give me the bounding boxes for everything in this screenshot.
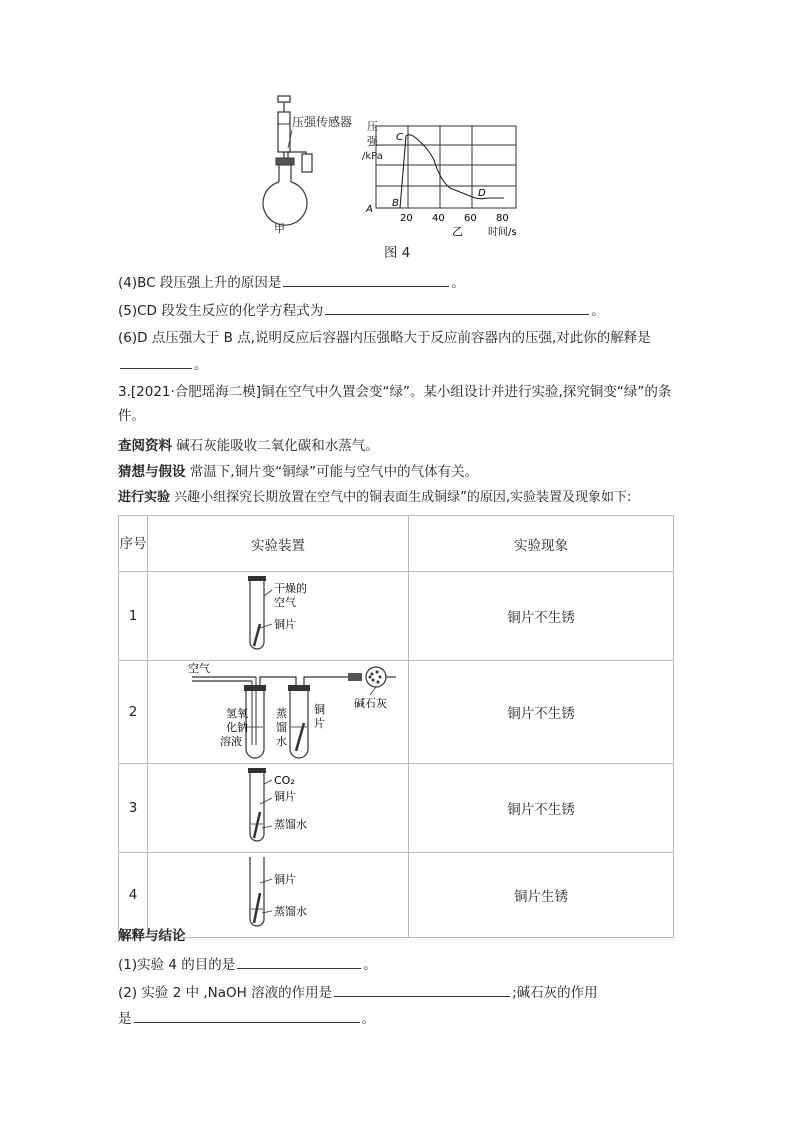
- svg-text:铜片: 铜片: [274, 618, 296, 631]
- svg-text:片: 片: [314, 717, 325, 730]
- svg-text:化钠: 化钠: [226, 721, 248, 734]
- answer-blank-c2b[interactable]: [134, 1008, 360, 1023]
- row-3-apparatus: [148, 764, 409, 853]
- graph-ylabel-2: 强: [367, 135, 378, 148]
- svg-text:铜片: 铜片: [274, 790, 296, 803]
- row-1-no: 1: [119, 572, 148, 661]
- answer-blank-5[interactable]: [325, 300, 589, 315]
- point-d-label: D: [478, 188, 486, 199]
- svg-text:蒸: 蒸: [276, 707, 287, 720]
- point-c-label: C: [396, 132, 403, 143]
- svg-text:干燥的: 干燥的: [274, 582, 307, 595]
- answer-blank-c2a[interactable]: [334, 982, 510, 997]
- xtick-20: 20: [400, 213, 413, 224]
- conclusion-heading: 解释与结论: [118, 928, 186, 944]
- test-tube-dry-air: [148, 572, 408, 656]
- svg-text:铜: 铜: [314, 703, 325, 716]
- figure-caption: 图 4: [384, 245, 411, 261]
- header-no: 序号: [119, 516, 148, 572]
- header-apparatus: 实验装置: [148, 516, 409, 572]
- test-tube-open: [148, 853, 408, 933]
- problem3-intro-2: 件。: [118, 408, 145, 424]
- question-6: (6)D 点压强大于 B 点,说明反应后容器内压强略大于反应前容器内的压强,对此你的解释是: [118, 330, 651, 346]
- experiment-table: [118, 515, 674, 938]
- row-4-phenomenon: 铜片生锈: [409, 853, 674, 938]
- xtick-60: 60: [464, 213, 477, 224]
- svg-text:溶液: 溶液: [220, 735, 242, 748]
- graph-ylabel-3: /kPa: [362, 151, 383, 162]
- row-4-no: 4: [119, 853, 148, 938]
- graph-caption: 乙: [452, 225, 463, 238]
- row-2-apparatus: [148, 661, 409, 764]
- svg-text:铜片: 铜片: [274, 873, 296, 886]
- svg-text:蒸馏水: 蒸馏水: [274, 905, 307, 918]
- problem3-experiment: 进行实验 兴趣小组探究长期放置在空气中的铜表面生成铜绿”的原因,实验装置及现象如下:: [118, 490, 632, 505]
- conclusion-2-cont: 是 。: [118, 1008, 375, 1029]
- sensor-label: 压强传感器: [292, 115, 353, 129]
- svg-text:空气: 空气: [274, 596, 296, 609]
- svg-text:蒸馏水: 蒸馏水: [274, 818, 307, 831]
- table-row: [119, 661, 674, 764]
- svg-text:空气: 空气: [188, 662, 210, 675]
- table-row: [119, 572, 674, 661]
- row-3-no: 3: [119, 764, 148, 853]
- graph-ylabel-1: 压: [367, 120, 378, 133]
- svg-text:氢氧: 氢氧: [226, 707, 248, 720]
- answer-blank-c1[interactable]: [237, 954, 361, 969]
- table-header-row: [119, 516, 674, 572]
- table-row: [119, 764, 674, 853]
- problem3-intro-1: 3.[2021·合肥瑶海二模]铜在空气中久置会变“绿”。某小组设计并进行实验,探究铜变“绿”的条: [118, 384, 672, 400]
- problem3-hypothesis: 猜想与假设 常温下,铜片变“铜绿”可能与空气中的气体有关。: [118, 464, 479, 480]
- graph-xlabel: 时间/s: [488, 227, 517, 238]
- conclusion-2: (2) 实验 2 中 ,NaOH 溶液的作用是 ;碱石灰的作用: [118, 982, 598, 1003]
- table-row: [119, 853, 674, 938]
- svg-text:CO₂: CO₂: [274, 774, 295, 787]
- svg-text:水: 水: [276, 735, 287, 748]
- header-phenomenon: 实验现象: [409, 516, 674, 572]
- test-tube-co2: [148, 764, 408, 848]
- xtick-40: 40: [432, 213, 445, 224]
- apparatus-caption: 甲: [274, 222, 285, 235]
- row-2-no: 2: [119, 661, 148, 764]
- problem3-info: 查阅资料 碱石灰能吸收二氧化碳和水蒸气。: [118, 438, 379, 454]
- row-1-phenomenon: 铜片不生锈: [409, 572, 674, 661]
- xtick-80: 80: [496, 213, 509, 224]
- question-6-answer: 。: [118, 354, 208, 375]
- row-4-apparatus: [148, 853, 409, 938]
- point-a-label: A: [366, 204, 373, 215]
- question-5: (5)CD 段发生反应的化学方程式为 。: [118, 300, 605, 321]
- answer-blank-6[interactable]: [120, 354, 192, 369]
- conclusion-1: (1)实验 4 的目的是 。: [118, 954, 377, 975]
- point-b-label: B: [392, 198, 399, 209]
- pressure-graph: [364, 118, 534, 240]
- row-1-apparatus: [148, 572, 409, 661]
- apparatus-naoh-water-sodalime: [148, 661, 408, 759]
- row-3-phenomenon: 铜片不生锈: [409, 764, 674, 853]
- question-4: (4)BC 段压强上升的原因是 。: [118, 272, 465, 293]
- svg-text:碱石灰: 碱石灰: [354, 697, 387, 710]
- svg-text:馏: 馏: [276, 721, 287, 734]
- row-2-phenomenon: 铜片不生锈: [409, 661, 674, 764]
- answer-blank-4[interactable]: [283, 272, 449, 287]
